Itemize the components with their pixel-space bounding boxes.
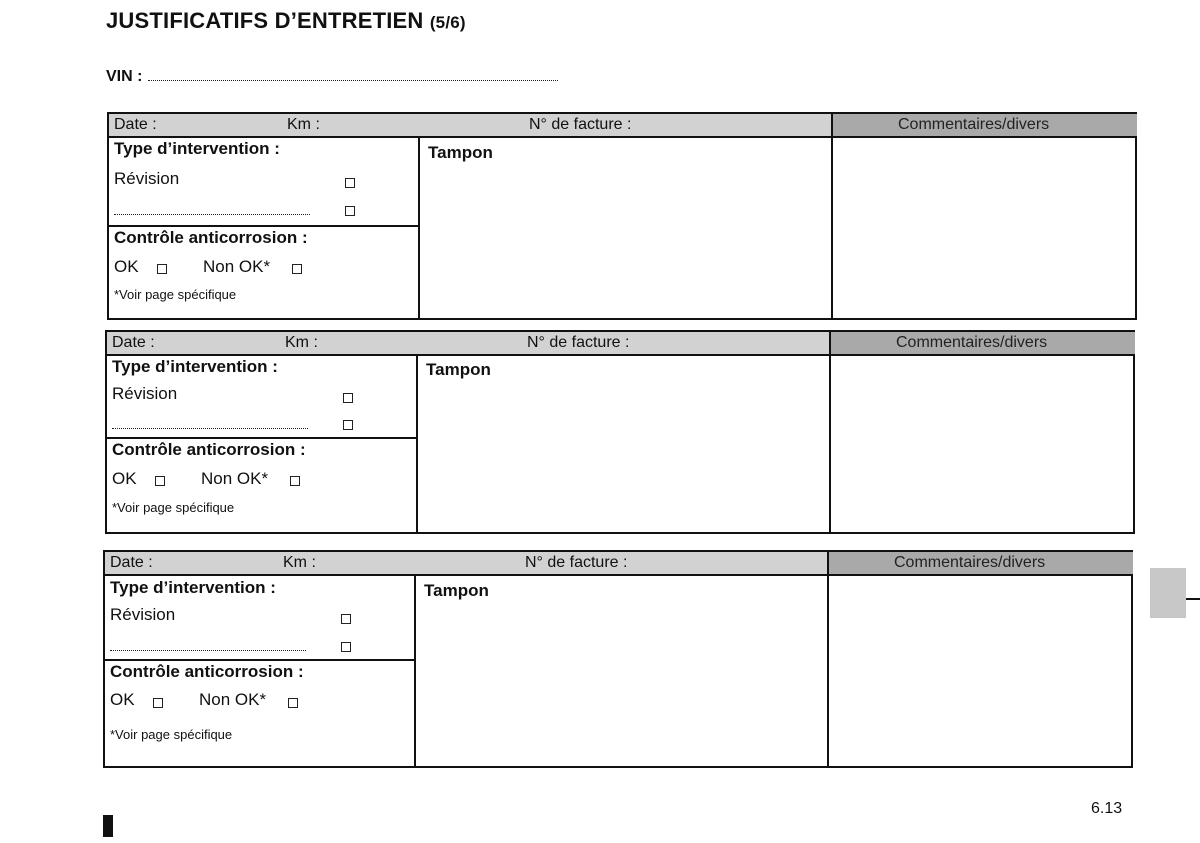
not-ok-label: Non OK* [199,690,267,709]
stamp-label: Tampon [426,360,491,379]
title-text: JUSTIFICATIFS D’ENTRETIEN [106,8,424,33]
stamp-comments-divider [831,138,833,318]
invoice-number-label: N° de facture : [527,334,630,351]
section-tab-marker [1150,568,1186,618]
other-intervention-checkbox[interactable] [343,420,353,430]
intervention-separator [105,659,416,661]
revision-checkbox[interactable] [343,393,353,403]
other-intervention-checkbox[interactable] [341,642,351,652]
specific-page-note: *Voir page spécifique [112,500,235,515]
ok-label: OK [114,257,139,276]
km-label: Km : [283,554,316,571]
page-title [106,8,466,34]
maintenance-card-2 [105,330,1135,534]
date-label: Date : [110,554,153,571]
vin-dotted-line[interactable] [148,66,558,81]
ok-checkbox[interactable] [153,698,163,708]
specific-page-note: *Voir page spécifique [114,287,237,302]
intervention-type-label: Type d’intervention : [110,578,276,597]
not-ok-label: Non OK* [203,257,271,276]
other-intervention-line[interactable] [110,650,306,651]
date-label: Date : [114,116,157,133]
comments-label: Commentaires/divers [896,334,1048,351]
stamp-comments-divider [827,576,829,766]
km-label: Km : [287,116,320,133]
other-intervention-checkbox[interactable] [345,206,355,216]
date-label: Date : [112,334,155,351]
ok-checkbox[interactable] [157,264,167,274]
km-label: Km : [285,334,318,351]
vin-field[interactable] [106,66,558,86]
comments-header [829,332,1135,354]
revision-label: Révision [114,169,180,188]
revision-checkbox[interactable] [341,614,351,624]
ok-label: OK [110,690,135,709]
revision-label: Révision [110,605,176,624]
other-intervention-line[interactable] [112,428,308,429]
invoice-number-label: N° de facture : [529,116,632,133]
not-ok-checkbox[interactable] [290,476,300,486]
intervention-separator [107,437,418,439]
intervention-type-label: Type d’intervention : [112,357,278,376]
intervention-type-label: Type d’intervention : [114,139,280,158]
comments-label: Commentaires/divers [894,554,1046,571]
card-header [107,332,1133,356]
anticorrosion-label: Contrôle anticorrosion : [114,228,308,247]
stamp-label: Tampon [428,143,493,162]
ok-label: OK [112,469,137,488]
intervention-separator [109,225,420,227]
card-header [109,114,1135,138]
maintenance-card-3 [103,550,1133,768]
other-intervention-line[interactable] [114,214,310,215]
not-ok-label: Non OK* [201,469,269,488]
not-ok-checkbox[interactable] [288,698,298,708]
page-marker [103,815,113,837]
revision-label: Révision [112,384,178,403]
revision-checkbox[interactable] [345,178,355,188]
comments-header [827,552,1133,574]
card-header [105,552,1131,576]
comments-label: Commentaires/divers [898,116,1050,133]
section-tab-line [1186,598,1200,600]
stamp-label: Tampon [424,581,489,600]
comments-header [831,114,1137,136]
stamp-comments-divider [829,356,831,532]
ok-checkbox[interactable] [155,476,165,486]
anticorrosion-label: Contrôle anticorrosion : [110,662,304,681]
vin-label: VIN : [106,68,143,85]
specific-page-note: *Voir page spécifique [110,727,233,742]
not-ok-checkbox[interactable] [292,264,302,274]
maintenance-card-1 [107,112,1137,320]
anticorrosion-label: Contrôle anticorrosion : [112,440,306,459]
title-page-indicator: (5/6) [429,13,466,32]
page-number: 6.13 [1091,800,1123,817]
invoice-number-label: N° de facture : [525,554,628,571]
